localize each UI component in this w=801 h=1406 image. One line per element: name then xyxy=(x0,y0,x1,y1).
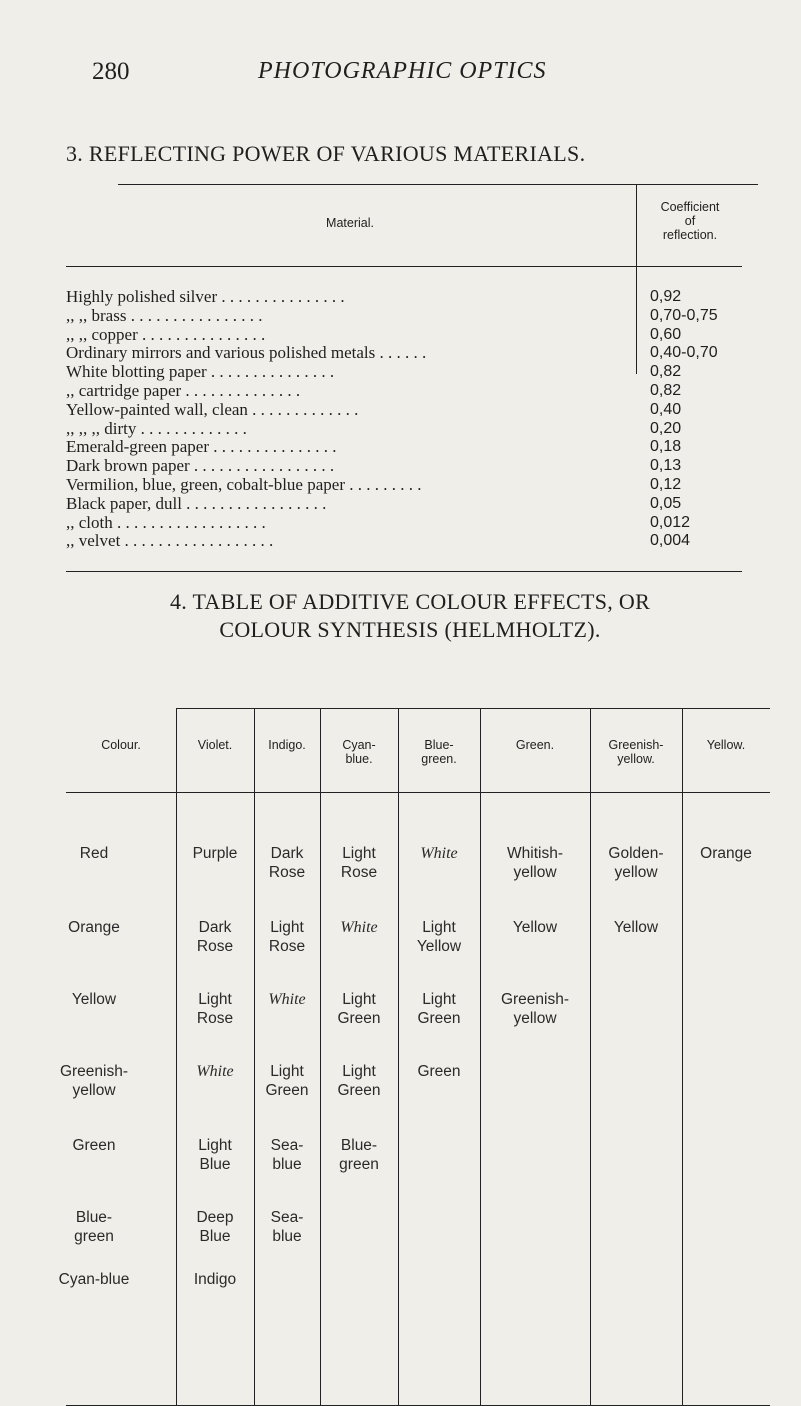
table-cell: Light Green xyxy=(337,991,381,1027)
coefficient-cell: 0,82 xyxy=(650,382,682,399)
table-row xyxy=(66,531,796,551)
material-cell: ,, cloth . . . . . . . . . . . . . . . . . . xyxy=(66,512,266,532)
table-cell: Whitish- yellow xyxy=(507,845,563,881)
column-header: Yellow. xyxy=(706,738,746,752)
table-cell: White xyxy=(340,919,378,936)
table-cell: Light Blue xyxy=(198,1137,232,1173)
table-row xyxy=(66,419,796,439)
coefficient-cell: 0,20 xyxy=(650,419,682,437)
table-rule-top xyxy=(118,184,758,185)
table-row xyxy=(66,287,796,307)
table-cell: Light Green xyxy=(337,1063,381,1099)
column-header: Indigo. xyxy=(268,738,306,752)
table-row xyxy=(66,306,796,326)
table-rule-bottom xyxy=(66,571,742,572)
coefficient-cell: 0,004 xyxy=(650,532,691,550)
table-row xyxy=(66,494,796,514)
table-cell: Blue- green xyxy=(339,1137,379,1173)
table-column-divider xyxy=(682,708,683,1405)
running-title: PHOTOGRAPHIC OPTICS xyxy=(258,58,547,84)
column-header: Cyan- blue. xyxy=(342,738,376,766)
coefficient-cell: 0,40 xyxy=(650,400,682,418)
table-cell: Light Yellow xyxy=(416,919,462,955)
coefficient-cell: 0,40-0,70 xyxy=(650,344,718,362)
table-cell: Light Green xyxy=(265,1063,309,1099)
table-cell: Dark Rose xyxy=(268,845,306,881)
table-row xyxy=(66,437,796,457)
column-header: Greenish- yellow. xyxy=(608,738,664,766)
coefficient-cell: 0,60 xyxy=(650,325,682,343)
table-rule-header xyxy=(66,266,742,267)
table-column-divider xyxy=(398,708,399,1405)
table-row xyxy=(66,400,796,420)
table-row xyxy=(66,456,796,476)
row-colour-label: Yellow xyxy=(71,991,117,1008)
coefficient-cell: 0,92 xyxy=(650,288,682,305)
material-cell: Ordinary mirrors and various polished metals . . . . . . xyxy=(66,343,427,363)
section-title-reflecting-power: 3. REFLECTING POWER OF VARIOUS MATERIALS. xyxy=(66,141,586,166)
material-cell: White blotting paper . . . . . . . . . . . . . . . xyxy=(66,362,335,382)
column-header: Colour. xyxy=(101,738,141,752)
table-cell: Sea- blue xyxy=(270,1137,304,1173)
table-cell: Dark Rose xyxy=(196,919,234,955)
coefficient-cell: 0,12 xyxy=(650,476,682,493)
material-cell: Emerald-green paper . . . . . . . . . . . . . . . xyxy=(66,437,337,457)
coefficient-cell: 0,13 xyxy=(650,457,682,475)
material-cell: Highly polished silver . . . . . . . . . . . . . . . xyxy=(66,287,345,306)
table-row xyxy=(66,475,796,495)
table-cell: Light Rose xyxy=(196,991,234,1027)
material-cell: ,, ,, ,, dirty . . . . . . . . . . . . . xyxy=(66,418,247,438)
row-colour-label: Red xyxy=(79,845,109,862)
coefficient-cell: 0,012 xyxy=(650,513,691,531)
material-cell: ,, cartridge paper . . . . . . . . . . . . . . xyxy=(66,381,301,400)
material-cell: ,, velvet . . . . . . . . . . . . . . . . . . xyxy=(66,531,274,551)
row-colour-label: Greenish- yellow xyxy=(59,1063,129,1099)
row-colour-label: Green xyxy=(72,1137,116,1154)
section-title-additive-colour: 4. TABLE OF ADDITIVE COLOUR EFFECTS, OR COLOUR SYNTHESIS (HELMHOLTZ). xyxy=(169,589,651,642)
column-header: Blue- green. xyxy=(421,738,457,766)
material-cell: Black paper, dull . . . . . . . . . . . . . . . . . xyxy=(66,493,327,513)
coefficient-cell: 0,18 xyxy=(650,438,682,456)
column-header: Green. xyxy=(515,738,555,752)
coefficient-cell: 0,82 xyxy=(650,363,682,381)
table-row xyxy=(66,381,796,401)
row-colour-label: Orange xyxy=(68,919,120,936)
table-cell: Light Rose xyxy=(340,845,378,881)
table-rule-header xyxy=(66,792,770,793)
table-cell: Light Rose xyxy=(268,919,306,955)
table-column-divider xyxy=(254,708,255,1405)
column-header-material: Material. xyxy=(326,216,374,230)
material-cell: Dark brown paper . . . . . . . . . . . . . . . . . xyxy=(66,456,335,476)
row-colour-label: Blue- green xyxy=(74,1209,114,1245)
table-cell: White xyxy=(420,845,458,862)
table-column-divider xyxy=(176,708,177,1405)
column-header: Violet. xyxy=(197,738,233,752)
row-colour-label: Cyan-blue xyxy=(58,1271,130,1288)
table-cell: Indigo xyxy=(193,1271,237,1288)
table-row xyxy=(66,343,796,363)
table-column-divider xyxy=(320,708,321,1405)
table-cell: Sea- blue xyxy=(270,1209,304,1245)
coefficient-cell: 0,70-0,75 xyxy=(650,306,718,324)
table-cell: White xyxy=(268,991,306,1008)
table-cell: Orange xyxy=(700,845,752,862)
material-cell: ,, ,, copper . . . . . . . . . . . . . . . xyxy=(66,324,266,344)
column-header-coefficient: Coefficient of reflection. xyxy=(660,200,720,242)
material-cell: Yellow-painted wall, clean . . . . . . . . . . . . . xyxy=(66,399,359,419)
material-cell: ,, ,, brass . . . . . . . . . . . . . . . . xyxy=(66,305,263,325)
page-number: 280 xyxy=(92,58,130,85)
table-cell: Yellow xyxy=(512,919,558,936)
table-row xyxy=(66,362,796,382)
table-row xyxy=(66,325,796,345)
table-row xyxy=(66,513,796,533)
table-cell: Light Green xyxy=(417,991,461,1027)
page-header xyxy=(0,58,801,98)
table-rule-top xyxy=(176,708,770,709)
coefficient-cell: 0,05 xyxy=(650,494,682,512)
table-column-divider xyxy=(480,708,481,1405)
table-cell: Golden- yellow xyxy=(608,845,664,881)
table-cell: Green xyxy=(417,1063,461,1080)
table-cell: White xyxy=(196,1063,234,1080)
material-cell: Vermilion, blue, green, cobalt-blue paper . . . . . . . . . xyxy=(66,475,422,494)
table-cell: Greenish- yellow xyxy=(500,991,570,1027)
table-cell: Deep Blue xyxy=(196,1209,234,1245)
table-column-divider xyxy=(590,708,591,1405)
table-cell: Purple xyxy=(192,845,238,862)
table-cell: Yellow xyxy=(613,919,659,936)
